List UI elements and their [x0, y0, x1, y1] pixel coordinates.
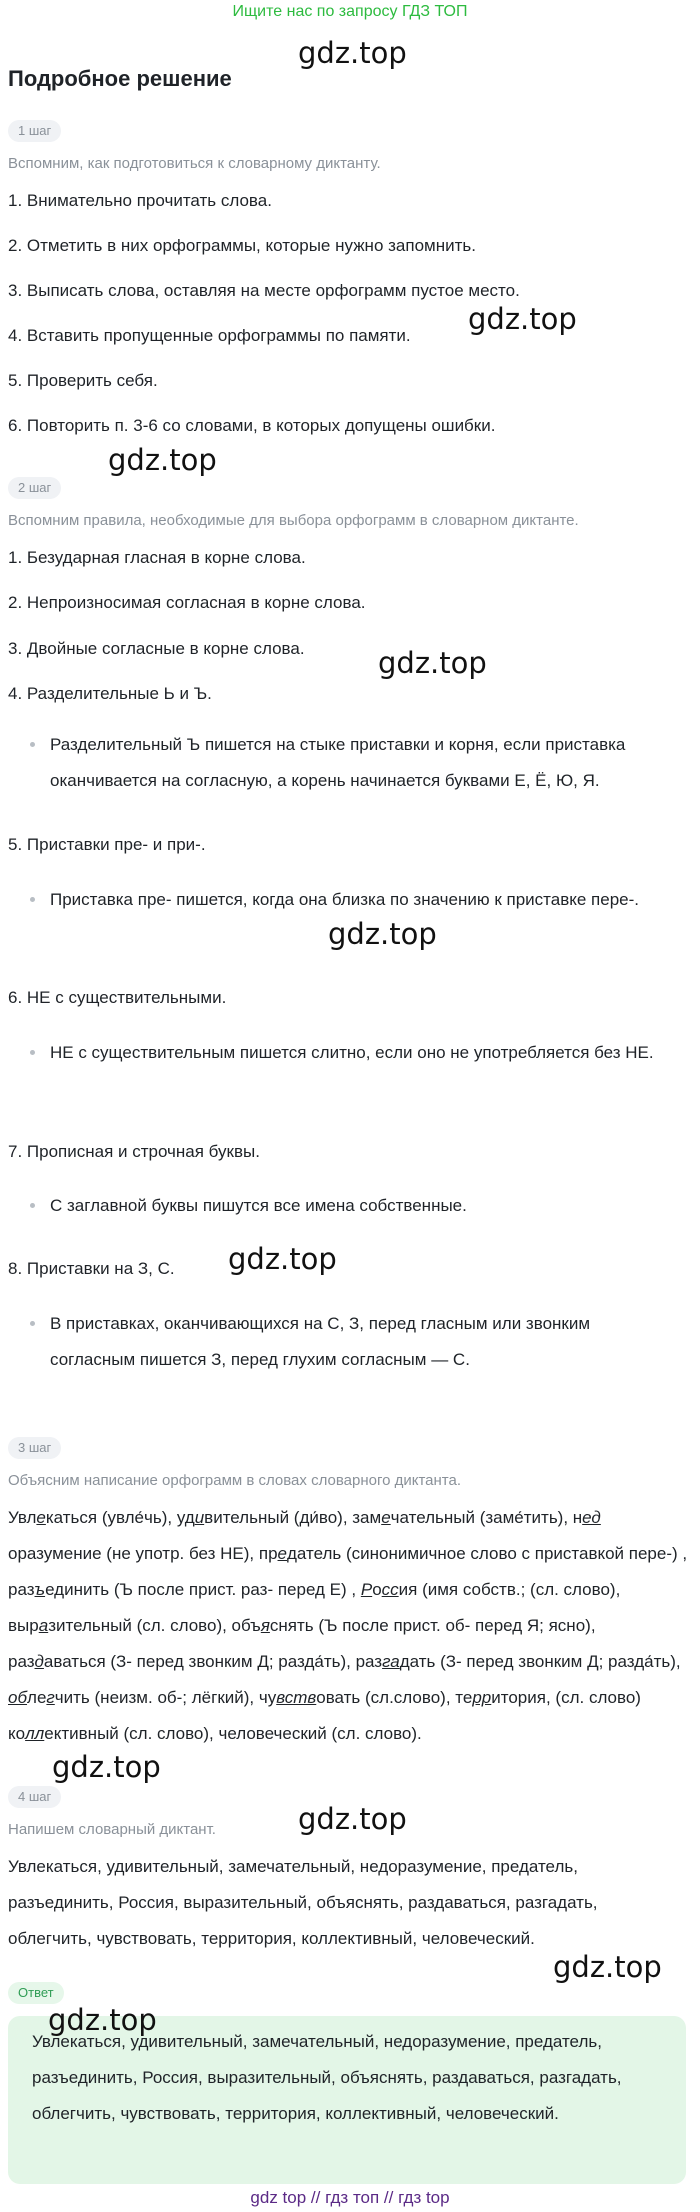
- watermark: gdz.top: [328, 917, 437, 951]
- answer-box: [8, 2016, 686, 2184]
- step-badge: 1 шаг: [8, 120, 61, 142]
- rule-bullet: [30, 1306, 670, 1378]
- answer-section: [8, 1982, 64, 2004]
- step-hint: Напишем словарный диктант.: [8, 1821, 216, 1838]
- step-badge: 4 шаг: [8, 1786, 61, 1808]
- answer-text: Увлекаться, удивительный, замечательный, недоразумение, предатель, разъединить, Россия, выразительный, объяснять, раздаваться, разгадать, облегчить, чувствовать, территория, коллективный, человеческий.: [32, 2032, 622, 2123]
- rule-item: 2. Непроизносимая согласная в корне слова.: [8, 593, 366, 612]
- watermark: gdz.top: [108, 443, 217, 477]
- watermark: gdz.top: [52, 1750, 161, 1784]
- step-1-section: [8, 120, 61, 142]
- list-item: 3. Выписать слова, оставляя на месте орфограмм пустое место.: [8, 281, 520, 300]
- list-item: 4. Вставить пропущенные орфограммы по памяти.: [8, 326, 411, 345]
- step-4-section: [8, 1786, 61, 1808]
- list-item: 1. Внимательно прочитать слова.: [8, 191, 272, 210]
- step-2-section: [8, 477, 61, 499]
- watermark: gdz.top: [298, 1802, 407, 1836]
- watermark: gdz.top: [468, 302, 577, 336]
- rule-bullet: [30, 1188, 670, 1224]
- step-hint: Вспомним, как подготовиться к словарному диктанту.: [8, 155, 381, 172]
- rule-item: 1. Безударная гласная в корне слова.: [8, 548, 306, 567]
- bullet-dot: [30, 1203, 35, 1208]
- bullet-dot: [30, 1050, 35, 1055]
- watermark: gdz.top: [553, 1950, 662, 1984]
- watermark: gdz.top: [228, 1242, 337, 1276]
- search-banner[interactable]: Ищите нас по запросу ГДЗ ТОП: [232, 3, 468, 20]
- bullet-text: Приставка пре- пишется, когда она близка по значению к приставке пере-.: [50, 890, 639, 909]
- rule-bullet: [30, 1035, 670, 1071]
- rule-item: 6. НЕ с существительными.: [8, 988, 227, 1007]
- bullet-text: НЕ с существительным пишется слитно, если оно не употребляется без НЕ.: [50, 1043, 654, 1062]
- step-badge: 3 шаг: [8, 1437, 61, 1459]
- bullet-dot: [30, 742, 35, 747]
- step-hint: Объясним написание орфограмм в словах словарного диктанта.: [8, 1472, 461, 1489]
- step-badge: 2 шаг: [8, 477, 61, 499]
- dictation-text: Увлекаться, удивительный, замечательный, недоразумение, предатель, разъединить, Россия, выразительный, объяснять, раздаваться, разгадать, облегчить, чувствовать, территория, коллективный, человеческий.: [8, 1857, 598, 1948]
- footer-links[interactable]: gdz top // гдз топ // гдз top: [250, 2188, 450, 2207]
- bullet-text: С заглавной буквы пишутся все имена собственные.: [50, 1196, 467, 1215]
- answer-badge: Ответ: [8, 1982, 64, 2004]
- step-3-section: [8, 1437, 61, 1459]
- list-item: 6. Повторить п. 3-6 со словами, в которых допущены ошибки.: [8, 416, 496, 435]
- bullet-text: В приставках, оканчивающихся на С, З, перед гласным или звонким согласным пишется З, перед глухим согласным — С.: [50, 1314, 591, 1369]
- rule-bullet: [30, 727, 670, 799]
- list-item: 2. Отметить в них орфограммы, которые нужно запомнить.: [8, 236, 476, 255]
- rule-item: 4. Разделительные Ь и Ъ.: [8, 684, 212, 703]
- rule-item: 7. Прописная и строчная буквы.: [8, 1142, 260, 1161]
- rule-item: 5. Приставки пре- и при-.: [8, 835, 206, 854]
- watermark: gdz.top: [48, 2003, 157, 2037]
- watermark: gdz.top: [378, 646, 487, 680]
- bullet-text: Разделительный Ъ пишется на стыке приставки и корня, если приставка оканчивается на согласную, а корень начинается буквами Е, Ё, Ю, Я.: [50, 735, 626, 790]
- rule-item: 3. Двойные согласные в корне слова.: [8, 639, 305, 658]
- list-item: 5. Проверить себя.: [8, 371, 158, 390]
- page-title: Подробное решение: [8, 66, 232, 91]
- rule-bullet: [30, 882, 670, 918]
- orthogram-explanation: Увлекаться (увле́чь), удивительный (ди́во), замечательный (заме́тить), нед оразумение (не употр. без НЕ), предатель (синонимичное слово с приставкой пере-) , разъединить (Ъ после прист. раз- перед Е) , Россия (имя собств.; (сл. слово), выразительный (сл. слово), объяснять (Ъ после прист. об- перед Я; ясно), раздаваться (З- перед звонким Д; разда́ть), разгадать (З- перед звонким Д; разда́ть), облегчить (неизм. об-; лёгкий), чувствовать (сл.слово), территория, (сл. слово) коллективный (сл. слово), человеческий (сл. слово).: [8, 1508, 688, 1743]
- bullet-dot: [30, 1321, 35, 1326]
- bullet-dot: [30, 897, 35, 902]
- rule-item: 8. Приставки на З, С.: [8, 1259, 175, 1278]
- watermark: gdz.top: [298, 36, 407, 70]
- step-hint: Вспомним правила, необходимые для выбора орфограмм в словарном диктанте.: [8, 512, 579, 529]
